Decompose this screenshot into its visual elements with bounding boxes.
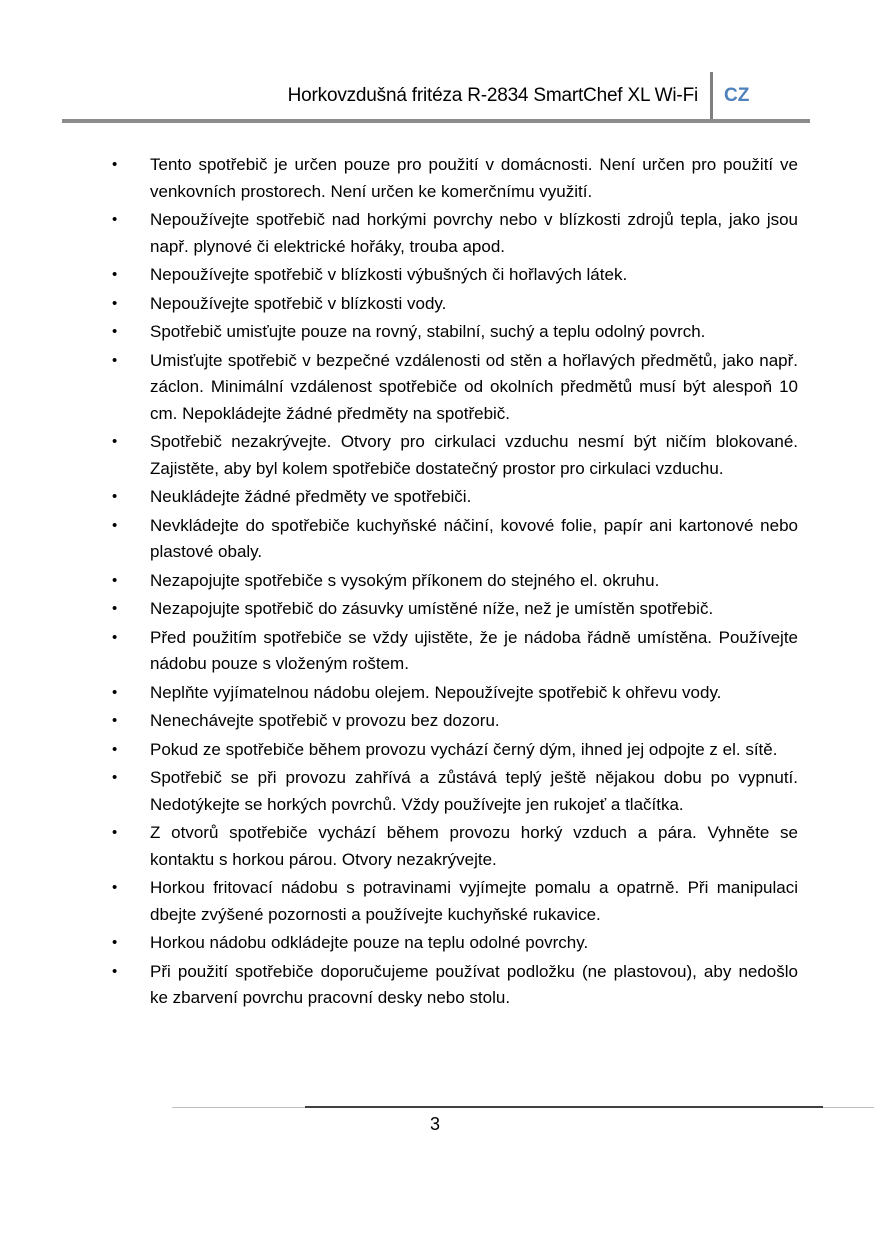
list-item	[108, 708, 798, 735]
list-item	[108, 596, 798, 623]
list-item	[108, 262, 798, 289]
list-item-text: Horkou nádobu odkládejte pouze na teplu odolné povrchy.	[150, 933, 589, 952]
list-item-text: Nevkládejte do spotřebiče kuchyňské náčiní, kovové folie, papír ani kartonové nebo plastové obaly.	[150, 515, 798, 561]
list-item	[108, 820, 798, 873]
list-item	[108, 429, 798, 482]
bullet-icon: •	[112, 600, 118, 617]
bullet-icon: •	[112, 571, 118, 589]
bullet-icon: •	[112, 266, 118, 283]
safety-rules-list	[108, 152, 798, 1012]
list-item	[108, 765, 798, 818]
list-item-text: Nezapojujte spotřebič do zásuvky umístěné níže, než je umístěn spotřebič.	[150, 599, 714, 618]
list-item-text: Před použitím spotřebiče se vždy ujistěte, že je nádoba řádně umístěna. Používejte nádobu pouze s vloženým roštem.	[150, 627, 798, 673]
bullet-icon: •	[112, 740, 118, 758]
bullet-icon: •	[112, 156, 118, 173]
list-item	[108, 348, 798, 428]
list-item-text: Nezapojujte spotřebiče s vysokým příkonem do stejného el. okruhu.	[150, 570, 660, 590]
list-item	[108, 152, 798, 205]
list-item	[108, 959, 798, 1012]
list-item-text: Neukládejte žádné předměty ve spotřebiči.	[150, 487, 472, 506]
bullet-icon: •	[112, 351, 118, 369]
bullet-icon: •	[112, 962, 118, 980]
bullet-icon: •	[112, 294, 118, 312]
page-number: 3	[430, 1114, 441, 1134]
list-item-text: Z otvorů spotřebiče vychází během provozu horký vzduch a pára. Vyhněte se kontaktu s horkou párou. Otvory nezakrývejte.	[150, 823, 798, 869]
list-item-text: Neplňte vyjímatelnou nádobu olejem. Nepoužívejte spotřebič k ohřevu vody.	[150, 682, 722, 702]
list-item-text: Nepoužívejte spotřebič nad horkými povrchy nebo v blízkosti zdrojů tepla, jako jsou např. plynové či elektrické hořáky, trouba apod.	[150, 210, 798, 256]
list-item-text: Tento spotřebič je určen pouze pro použití v domácnosti. Není určen pro použití ve venkovních prostorech. Není určen ke komerčnímu využití.	[150, 155, 798, 201]
list-item	[108, 207, 798, 260]
header-divider	[710, 72, 713, 122]
list-item-text: Nepoužívejte spotřebič v blízkosti vody.	[150, 293, 447, 313]
document-title: Horkovzdušná fritéza R-2834 SmartChef XL Wi-Fi	[287, 85, 698, 106]
bullet-icon: •	[112, 628, 118, 646]
footer-rule-thick	[305, 1106, 823, 1108]
bullet-icon: •	[112, 433, 118, 450]
list-item	[108, 291, 798, 318]
list-item-text: Umisťujte spotřebič v bezpečné vzdálenosti od stěn a hořlavých předmětů, jako např. záclon. Minimální vzdálenost spotřebiče od okolních předmětů musí být alespoň 10 cm. Nepokládejte žádné předměty na spotřebič.	[150, 350, 798, 423]
header-rule	[62, 119, 810, 123]
bullet-icon: •	[112, 683, 118, 701]
list-item-text: Nenechávejte spotřebič v provozu bez dozoru.	[150, 711, 500, 730]
bullet-icon: •	[112, 488, 118, 505]
list-item-text: Horkou fritovací nádobu s potravinami vyjímejte pomalu a opatrně. Při manipulaci dbejte zvýšené pozornosti a používejte kuchyňské rukavice.	[150, 878, 798, 924]
bullet-icon: •	[112, 323, 118, 340]
list-item	[108, 513, 798, 566]
bullet-icon: •	[112, 824, 118, 841]
bullet-icon: •	[112, 712, 118, 729]
list-item-text: Spotřebič se při provozu zahřívá a zůstává teplý ještě nějakou dobu po vypnutí. Nedotýkejte se horkých povrchů. Vždy používejte jen rukojeť a tlačítka.	[150, 768, 798, 814]
list-item	[108, 930, 798, 957]
page-header	[62, 72, 810, 122]
list-item	[108, 568, 798, 595]
list-item-text: Při použití spotřebiče doporučujeme používat podložku (ne plastovou), aby nedošlo ke zbarvení povrchu pracovní desky nebo stolu.	[150, 961, 798, 1007]
list-item-text: Pokud ze spotřebiče během provozu vychází černý dým, ihned jej odpojte z el. sítě.	[150, 739, 778, 759]
list-item-text: Nepoužívejte spotřebič v blízkosti výbušných či hořlavých látek.	[150, 265, 628, 284]
bullet-icon: •	[112, 879, 118, 896]
bullet-icon: •	[112, 211, 118, 228]
list-item-text: Spotřebič nezakrývejte. Otvory pro cirkulaci vzduchu nesmí být ničím blokované. Zajistěte, aby byl kolem spotřebiče dostatečný prostor pro cirkulaci vzduchu.	[150, 432, 798, 478]
list-item-text: Spotřebič umisťujte pouze na rovný, stabilní, suchý a teplu odolný povrch.	[150, 322, 706, 341]
list-item	[108, 625, 798, 678]
list-item	[108, 875, 798, 928]
bullet-icon: •	[112, 516, 118, 534]
safety-instructions	[108, 152, 798, 1014]
bullet-icon: •	[112, 769, 118, 786]
language-code: CZ	[724, 85, 750, 106]
list-item	[108, 737, 798, 764]
list-item	[108, 319, 798, 346]
list-item	[108, 484, 798, 511]
bullet-icon: •	[112, 934, 118, 951]
list-item	[108, 680, 798, 707]
